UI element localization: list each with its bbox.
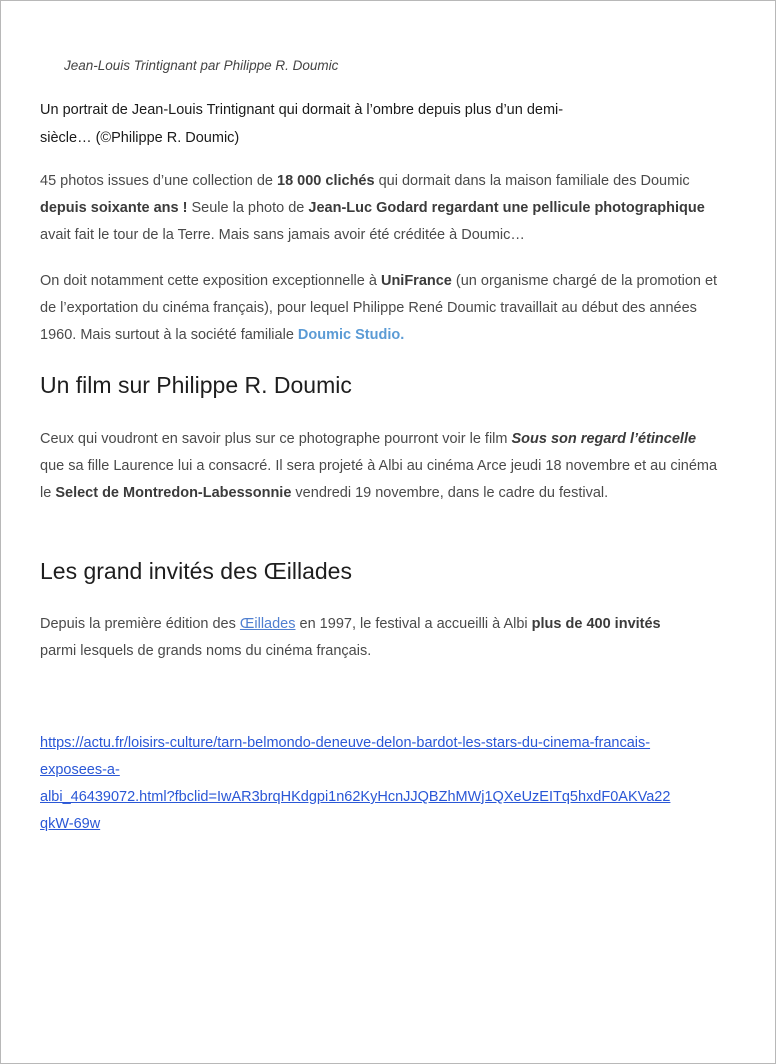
url-line-3: albi_46439072.html?fbclid=IwAR3brqHKdgpi1n62KyHcnJJQBZhMWj1QXeUzEITq5hxdF0AKVa22	[40, 789, 671, 805]
url-line-4: qkW-69w	[40, 816, 101, 832]
intro-line-1: Un portrait de Jean-Louis Trintignant qui dormait à l’ombre depuis plus d’un demi-	[40, 102, 564, 118]
heading-invites: Les grand invités des Œillades	[40, 558, 352, 584]
oeillades-link[interactable]: Œillades	[239, 616, 296, 632]
paragraph-film: Ceux qui voudront en savoir plus sur ce photographe pourront voir le film Sous son regard l’étincelle que sa fille Laurence lui a consacré. Il sera projeté à Albi au cinéma Arce jeudi 18 novembre et au cinéma le Select de Montredon-Labessonnie vendredi 19 novembre, dans le cadre du festival.	[40, 431, 718, 501]
bold-soixante-ans: depuis soixante ans !	[40, 200, 188, 216]
source-url-link[interactable]	[40, 730, 740, 838]
url-line-1: https://actu.fr/loisirs-culture/tarn-belmondo-deneuve-delon-bardot-les-stars-du-cinema-francais-	[40, 735, 651, 751]
film-title: Sous son regard l’étincelle	[511, 431, 697, 447]
bold-unifrance: UniFrance	[380, 273, 452, 289]
url-line-2: exposees-a-	[40, 762, 120, 778]
heading-film: Un film sur Philippe R. Doumic	[40, 372, 352, 398]
paragraph-invites: Depuis la première édition des Œillades en 1997, le festival a accueilli à Albi plus de 400 invités parmi lesquels de grands noms du cinéma français.	[40, 616, 661, 659]
bold-select-cinema: Select de Montredon-Labessonnie	[55, 485, 292, 501]
paragraph-unifrance: On doit notamment cette exposition exceptionnelle à UniFrance (un organisme chargé de la promotion et de l’exportation du cinéma français), pour lequel Philippe René Doumic travaillait au début des années 1960. Mais surtout à la société familiale Doumic Studio.	[40, 273, 718, 343]
bold-400-invites: plus de 400 invités	[531, 616, 661, 632]
intro-paragraph	[40, 96, 720, 152]
doumic-studio-link[interactable]: Doumic Studio.	[297, 327, 405, 343]
bold-godard: Jean-Luc Godard regardant une pellicule photographique	[308, 200, 705, 216]
bold-clichés: 18 000 clichés	[277, 173, 375, 189]
paragraph-collection: 45 photos issues d’une collection de 18 000 clichés qui dormait dans la maison familiale des Doumic depuis soixante ans ! Seule la photo de Jean-Luc Godard regardant une pellicule photographique avait fait le tour de la Terre. Mais sans jamais avoir été créditée à Doumic…	[40, 173, 705, 243]
photo-caption: Jean-Louis Trintignant par Philippe R. Doumic	[64, 58, 339, 73]
intro-line-2: siècle… (©Philippe R. Doumic)	[40, 130, 240, 146]
